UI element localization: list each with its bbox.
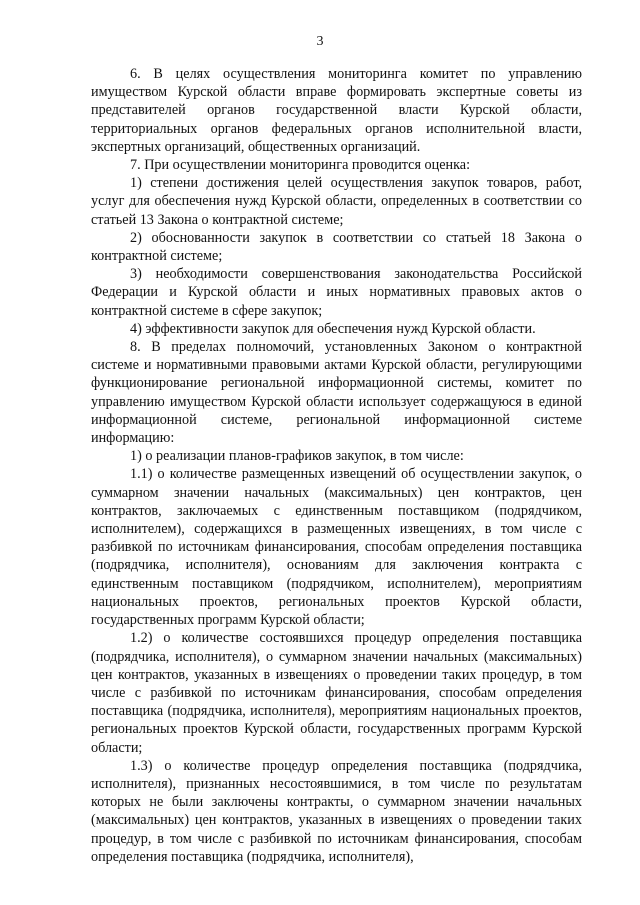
paragraph-8-item-1: 1) о реализации планов-графиков закупок, в том числе:	[130, 448, 464, 465]
paragraph-8-item-1-2: 1.2) о количестве состоявшихся процедур определения поставщика (подрядчика, исполнителя), о суммарном значении начальных (максимальных) цен контрактов, указанных в извещениях о проведении таких процедур, в том числе с разбивкой по источникам финансирования, способам определения поставщика (подрядчика, исполнителя), мероприятиям национальных проектов, региональных проектов Курской области, государственных программ Курской области;	[91, 630, 582, 756]
paragraph-8-item-1-3: 1.3) о количестве процедур определения поставщика (подрядчика, исполнителя), признанных несостоявшимися, в том числе по результатам которых не были заключены контракты, о суммарном значении начальных (максимальных) цен контрактов, указанных в извещениях о проведении таких процедур, в том числе с разбивкой по источникам финансирования, способам определения поставщика (подрядчика, исполнителя),	[91, 757, 582, 865]
paragraph-7-item-2: 2) обоснованности закупок в соответствии со статьей 18 Закона о контрактной системе;	[91, 229, 582, 265]
paragraph-8-item-1-1: 1.1) о количестве размещенных извещений об осуществлении закупок, о суммарном значении начальных (максимальных) цен контрактов, цен контрактов, заключаемых с единственным поставщиком (подрядчиком, исполнителем), содержащихся в размещенных извещениях, в том числе с разбивкой по источникам финансирования, способам определения поставщика (подрядчика, исполнителя), основаниям для заключения контракта с единственным поставщиком (подрядчиком, исполнителем), мероприятиям национальных проектов, региональных проектов Курской области, государственных программ Курской области;	[91, 466, 582, 629]
paragraph-7: 7. При осуществлении мониторинга проводится оценка:	[130, 157, 471, 174]
paragraph-7-item-3: 3) необходимости совершенствования законодательства Российской Федерации и Курской области и иных нормативных правовых актов о контрактной системе в сфере закупок;	[91, 266, 582, 319]
paragraph-6: 6. В целях осуществления мониторинга комитет по управлению имуществом Курской области вправе формировать экспертные советы из представителей органов государственной власти Курской области, территориальных органов федеральных органов исполнительной власти, экспертных организаций, общественных организаций.	[91, 66, 582, 155]
paragraph-8: 8. В пределах полномочий, установленных Законом о контрактной системе и нормативными правовыми актами Курской области, регулирующими функционирование региональной информационной системы, комитет по управлению имуществом Курской области использует содержащуюся в единой информационной системе, региональной информационной системе информацию:	[91, 339, 582, 447]
page-number: 3	[316, 34, 324, 49]
document-body	[91, 65, 582, 866]
paragraph-7-item-1: 1) степени достижения целей осуществления закупок товаров, работ, услуг для обеспечения нужд Курской области, определенных в соответствии со статьей 13 Закона о контрактной системе;	[91, 175, 582, 228]
paragraph-7-item-4: 4) эффективности закупок для обеспечения нужд Курской области.	[130, 320, 536, 337]
